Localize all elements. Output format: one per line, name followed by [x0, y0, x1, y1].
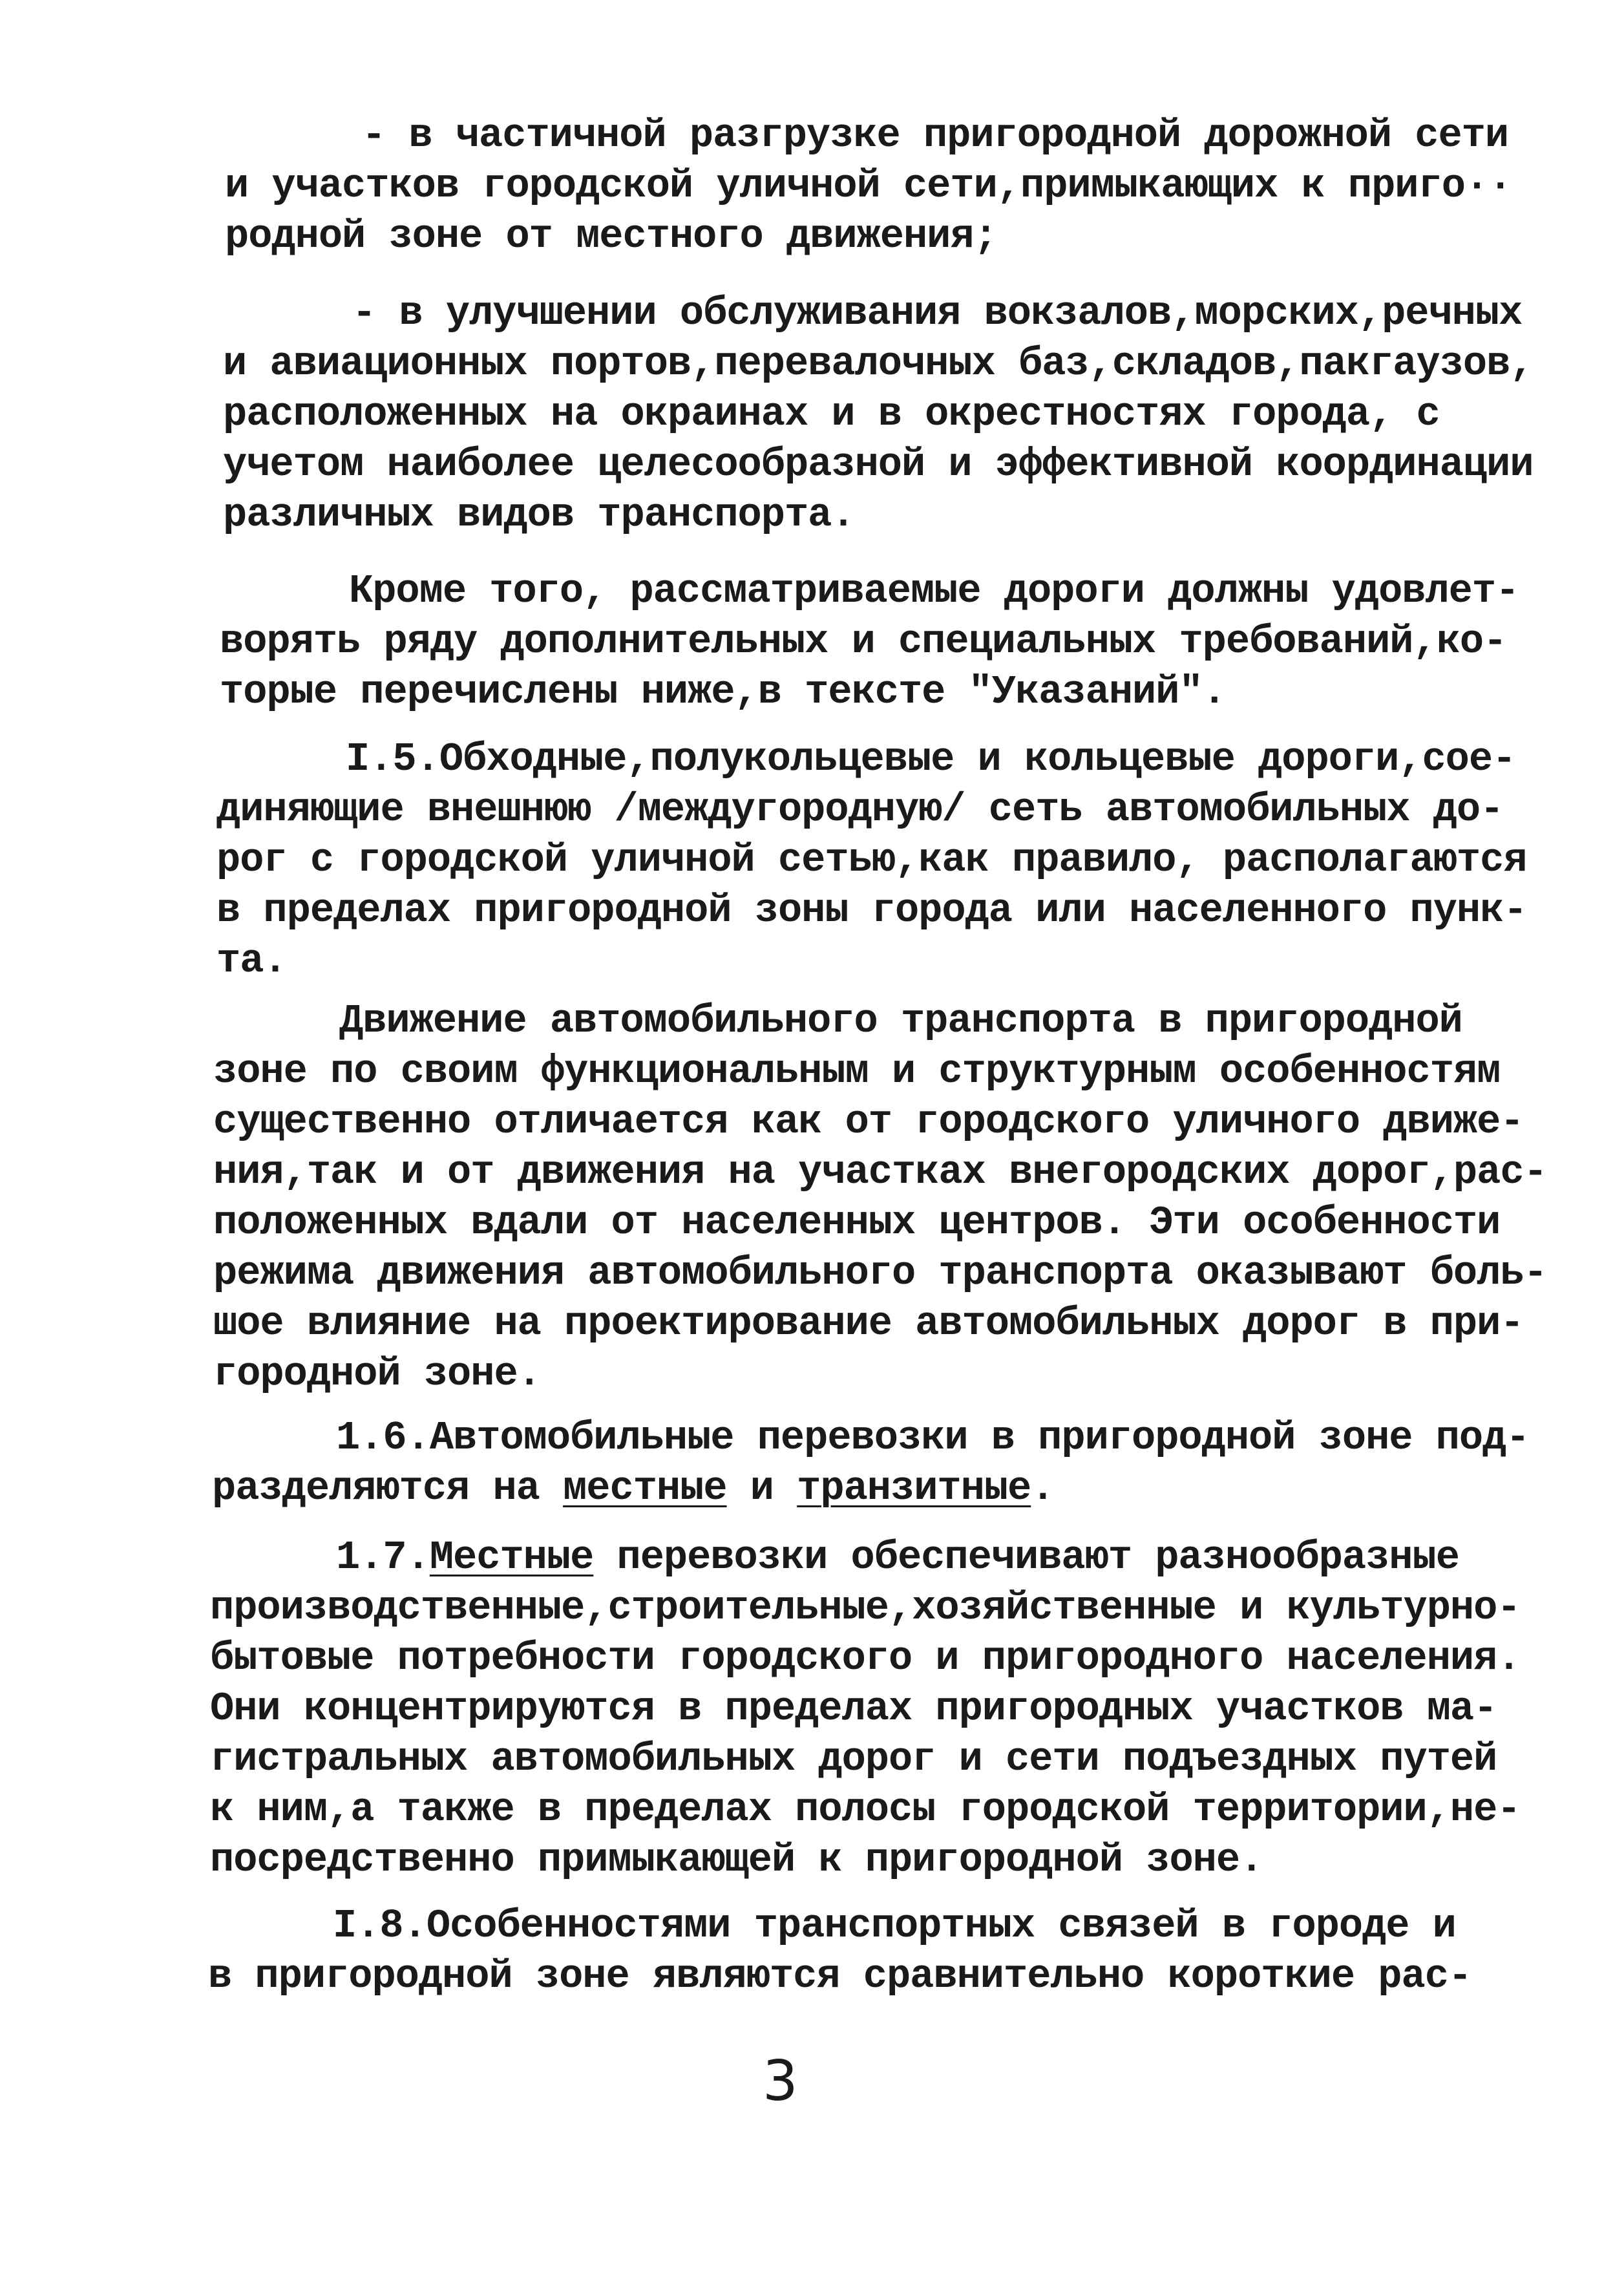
- text-line: Они концентрируются в пределах пригородных участков ма-: [210, 1686, 1497, 1732]
- underlined-term: транзитные: [797, 1465, 1031, 1511]
- text-line: диняющие внешнюю /междугородную/ сеть автомобильных до-: [216, 787, 1504, 833]
- text-line: расположенных на окраинах и в окрестностях города, с: [223, 391, 1440, 437]
- text-line: бытовые потребности городского и пригородного населения.: [210, 1635, 1521, 1681]
- text-line: [212, 1463, 1054, 1514]
- text-line: городной зоне.: [213, 1351, 541, 1397]
- text-line: [336, 1532, 1459, 1584]
- text-line: положенных вдали от населенных центров. Эти особенности: [213, 1200, 1501, 1246]
- text-line: режима движения автомобильного транспорта оказывают боль-: [213, 1250, 1547, 1296]
- text-line: в пригородной зоне являются сравнительно короткие рас-: [208, 1953, 1472, 1999]
- text-line: - в улучшении обслуживания вокзалов,морских,речных: [352, 290, 1523, 336]
- underlined-term: Местные: [429, 1534, 594, 1580]
- text-line: учетом наиболее целесообразной и эффективной координации: [223, 441, 1534, 487]
- text-line: I.8.Особенностями транспортных связей в городе и: [333, 1903, 1456, 1949]
- text-line: 1.6.Автомобильные перевозки в пригородной зоне под-: [336, 1415, 1530, 1461]
- text-line: I.5.Обходные,полукольцевые и кольцевые дороги,сое-: [346, 736, 1516, 782]
- text-line: существенно отличается как от городского уличного движе-: [213, 1099, 1524, 1145]
- text-line: Кроме того, рассматриваемые дороги должны удовлет-: [349, 568, 1519, 614]
- text-fragment: и: [726, 1465, 797, 1511]
- text-line: в пределах пригородной зоны города или населенного пунк-: [216, 887, 1527, 933]
- text-line: гистральных автомобильных дорог и сети подъездных путей: [210, 1736, 1497, 1782]
- text-fragment: перевозки обеспечивают разнообразные: [593, 1534, 1459, 1580]
- text-line: производственные,строительные,хозяйственные и культурно-: [210, 1585, 1521, 1631]
- text-fragment: разделяются на: [212, 1465, 564, 1511]
- text-line: различных видов транспорта.: [223, 492, 855, 538]
- text-line: родной зоне от местного движения;: [225, 213, 997, 259]
- text-line: Движение автомобильного транспорта в пригородной: [339, 998, 1462, 1044]
- underlined-term: местные: [563, 1465, 727, 1511]
- text-line: ворять ряду дополнительных и специальных требований,ко-: [220, 619, 1507, 664]
- text-line: и участков городской уличной сети,примыкающих к приго··: [225, 163, 1512, 209]
- text-fragment: .: [1031, 1465, 1055, 1511]
- text-line: и авиационных портов,перевалочных баз,складов,пакгаузов,: [223, 341, 1534, 387]
- text-line: - в частичной разгрузке пригородной дорожной сети: [362, 112, 1509, 158]
- text-line: шое влияние на проектирование автомобильных дорог в при-: [213, 1300, 1524, 1346]
- text-line: зоне по своим функциональным и структурным особенностям: [213, 1048, 1501, 1094]
- text-line: к ним,а также в пределах полосы городской территории,не-: [210, 1787, 1521, 1832]
- text-line: рог с городской уличной сетью,как правило, располагаются: [216, 837, 1527, 883]
- page-number: 3: [763, 2049, 798, 2114]
- text-line: ния,так и от движения на участках внегородских дорог,рас-: [213, 1149, 1547, 1195]
- text-line: торые перечислены ниже,в тексте "Указаний".: [220, 669, 1226, 715]
- text-fragment: 1.7.: [336, 1534, 430, 1580]
- text-line: посредственно примыкающей к пригородной зоне.: [210, 1837, 1263, 1883]
- text-line: та.: [216, 938, 287, 984]
